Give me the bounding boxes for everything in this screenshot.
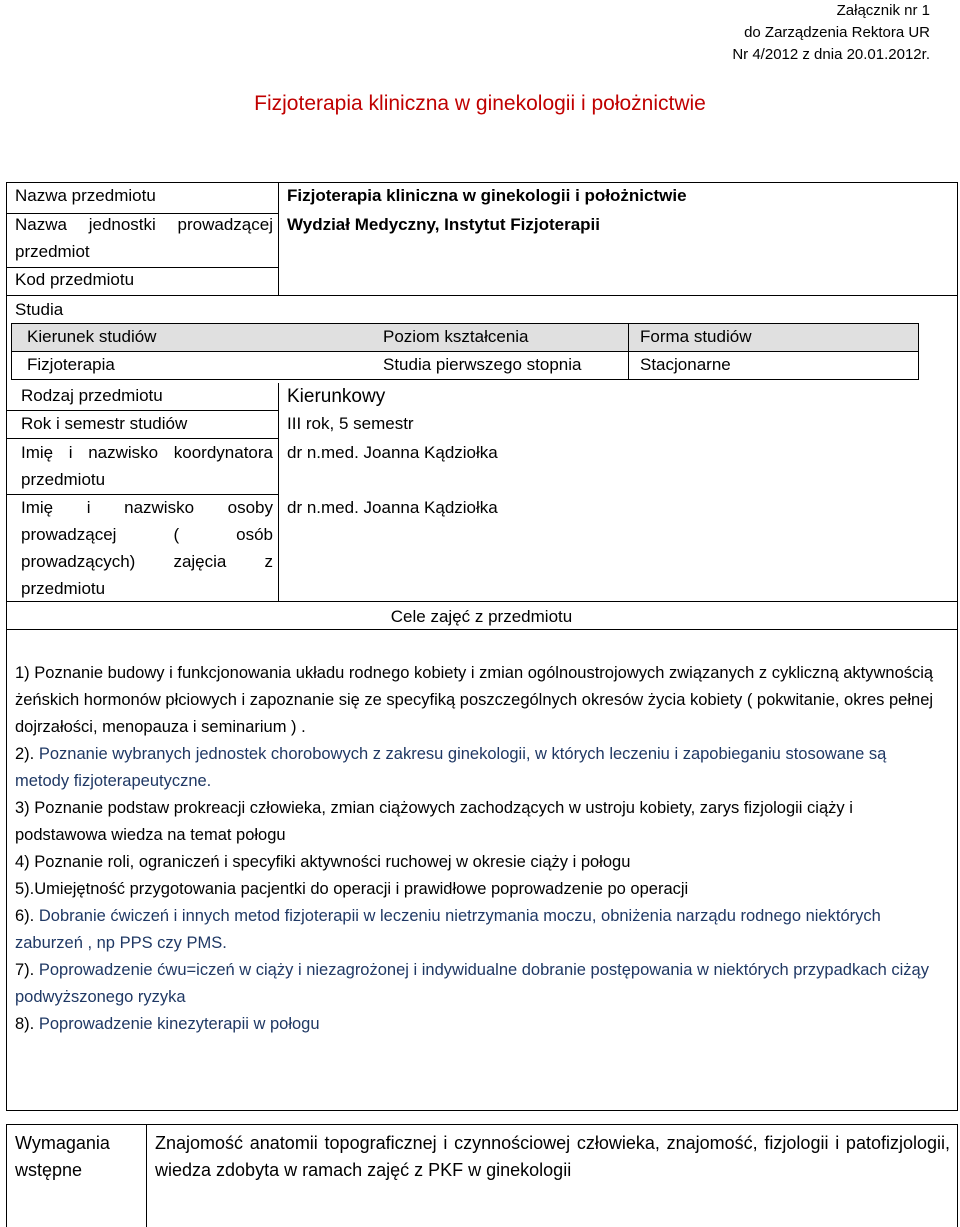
teachers-value: dr n.med. Joanna Kądziołka <box>287 498 498 517</box>
req-border-top <box>6 1124 958 1125</box>
studies-label: Studia <box>15 300 64 319</box>
goals-border-right <box>957 630 958 1110</box>
studies-box-bottom <box>11 379 919 380</box>
goal-item: 3) Poznanie podstaw prokreacji człowieka, zmian ciążowych zachodzących w ustroju kobiety, zarys fizjologii ciąży i podstawowa wiedza na temat połogu <box>15 799 853 844</box>
goal-item: 4) Poznanie roli, ograniczeń i specyfiki aktywności ruchowej w okresie ciąży i połogu <box>15 853 631 871</box>
req-border-right <box>957 1124 958 1227</box>
goal-item: 2). Poznanie wybranych jednostek chorobowych z zakresu ginekologii, w których leczeniu i zapobieganiu stosowane są metody fizjoterapeutyczne. <box>15 745 887 790</box>
req-divider <box>146 1124 147 1227</box>
requirements-label: Wymagania wstępne <box>15 1133 110 1180</box>
studies-value-form: Stacjonarne <box>640 355 731 374</box>
goal-item: 6). Dobranie ćwiczeń i innych metod fizjoterapii w leczeniu nietrzymania moczu, obniżenia narządu rodnego niektórych zaburzeń , np PPS czy PMS. <box>15 907 881 952</box>
annex-line-1: Załącznik nr 1 <box>836 2 930 19</box>
goals-header: Cele zajęć z przedmiotu <box>390 607 573 626</box>
coordinator-value: dr n.med. Joanna Kądziołka <box>287 443 498 462</box>
teachers-label: Imię i nazwisko osoby prowadzącej ( osób prowadzących) zajęcia z przedmiotu <box>21 498 273 598</box>
requirements-value: Znajomość anatomii topograficznej i czynnościowej człowieka, znajomość, fizjologii i patofizjologii, wiedza zdobyta w ramach zajęć z PKF w ginekologii <box>155 1133 950 1180</box>
req-border-left <box>6 1124 7 1227</box>
goals-border-bottom <box>6 1110 958 1111</box>
annex-note <box>732 0 930 66</box>
goal-item: 5).Umiejętność przygotowania pacjentki do operacji i prawidłowe poprowadzenie po operacji <box>15 880 689 898</box>
studies-header-field: Kierunek studiów <box>27 327 157 346</box>
year-value: III rok, 5 semestr <box>287 414 414 433</box>
coordinator-label: Imię i nazwisko koordynatora przedmiotu <box>21 443 273 489</box>
annex-line-3: Nr 4/2012 z dnia 20.01.2012r. <box>732 46 930 63</box>
subject-name-value: Fizjoterapia kliniczna w ginekologii i położnictwie <box>287 186 687 205</box>
table-border-left <box>6 182 7 630</box>
studies-box-left <box>11 323 12 379</box>
unit-label: Nazwa jednostki prowadzącej przedmiot <box>15 215 273 261</box>
studies-box-divider <box>628 323 629 379</box>
type-value: Kierunkowy <box>287 386 386 407</box>
goal-item: 8). Poprowadzenie kinezyterapii w połogu <box>15 1015 320 1033</box>
goals-border-left <box>6 630 7 1110</box>
studies-header-form: Forma studiów <box>640 327 752 346</box>
goal-item: 7). Poprowadzenie ćwu=iczeń w ciąży i niezagrożonej i indywidualne dobranie postępowania w niektórych przypadkach ciżąy podwyższonego ryzyka <box>15 961 929 1006</box>
year-label: Rok i semestr studiów <box>21 414 188 433</box>
goal-item: 1) Poznanie budowy i funkcjonowania układu rodnego kobiety i zmian ogólnoustrojowych związanych z cykliczną aktywnością żeńskich hormonów płciowych i zapoznanie się ze specyfiką poszczególnych okresów życia kobiety ( pokwitanie, okres pełnej dojrzałości, menopauza i seminarium ) . <box>15 664 934 736</box>
table-border-right <box>957 182 958 630</box>
document-title: Fizjoterapia kliniczna w ginekologii i położnictwie <box>254 92 706 115</box>
studies-value-field: Fizjoterapia <box>27 355 115 374</box>
table-divider-bottom <box>278 383 279 601</box>
table-divider-top <box>278 182 279 295</box>
goals-list <box>15 660 945 1038</box>
studies-box-right <box>918 323 919 379</box>
code-label: Kod przedmiotu <box>15 270 135 289</box>
subject-name-label: Nazwa przedmiotu <box>15 186 156 205</box>
studies-value-level: Studia pierwszego stopnia <box>383 355 582 374</box>
unit-value: Wydział Medyczny, Instytut Fizjoterapii <box>287 215 600 234</box>
annex-line-2: do Zarządzenia Rektora UR <box>744 24 930 41</box>
studies-header-level: Poziom kształcenia <box>383 327 529 346</box>
type-label: Rodzaj przedmiotu <box>21 386 163 405</box>
